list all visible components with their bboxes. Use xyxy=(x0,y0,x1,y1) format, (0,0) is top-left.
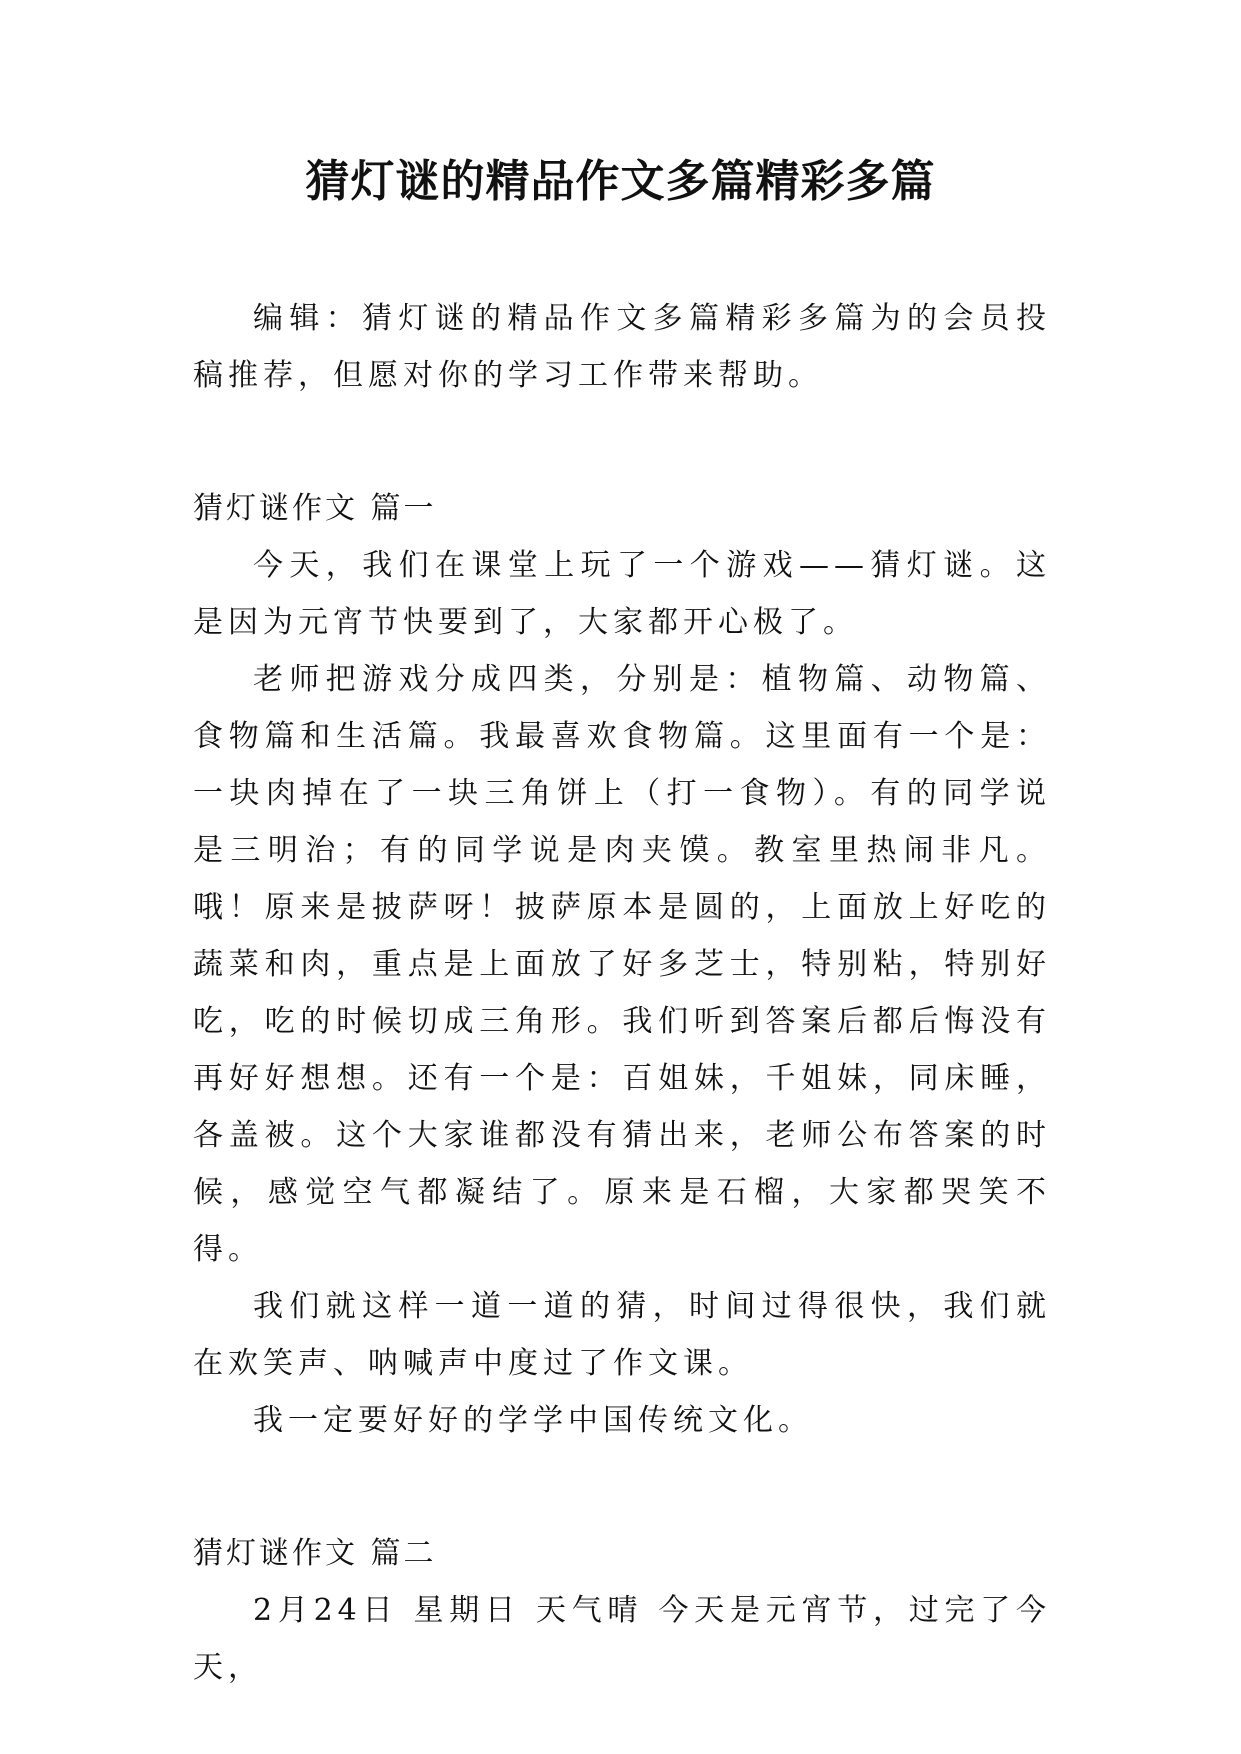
section-heading-2: 猜灯谜作文 篇二 xyxy=(193,1536,437,1571)
paragraph: 我们就这样一道一道的猜，时间过得很快，我们就在欢笑声、呐喊声中度过了作文课。 xyxy=(193,1289,1051,1381)
intro-paragraph: 编辑：猜灯谜的精品作文多篇精彩多篇为的会员投稿推荐，但愿对你的学习工作带来帮助。 xyxy=(193,301,1051,393)
paragraph: 我一定要好好的学学中国传统文化。 xyxy=(253,1403,813,1438)
paragraph: 2月24日 星期日 天气晴 今天是元宵节，过完了今天， xyxy=(193,1593,1051,1685)
section-heading-1: 猜灯谜作文 篇一 xyxy=(193,491,437,526)
spacer xyxy=(193,1449,1051,1525)
document-title: 猜灯谜的精品作文多篇精彩多篇 xyxy=(305,156,936,207)
spacer xyxy=(193,404,1051,480)
paragraph: 老师把游戏分成四类，分别是：植物篇、动物篇、食物篇和生活篇。我最喜欢食物篇。这里面有一个是：一块肉掉在了一块三角饼上（打一食物）。有的同学说是三明治；有的同学说是肉夹馍。教室里热闹非凡。哦！原来是披萨呀！披萨原本是圆的，上面放上好吃的蔬菜和肉，重点是上面放了好多芝士，特别粘，特别好吃，吃的时候切成三角形。我们听到答案后都后悔没有再好好想想。还有一个是：百姐妹，千姐妹，同床睡，各盖被。这个大家谁都没有猜出来，老师公布答案的时候，感觉空气都凝结了。原来是石榴，大家都哭笑不得。 xyxy=(193,662,1051,1267)
document-body xyxy=(193,290,1051,1696)
paragraph: 今天，我们在课堂上玩了一个游戏——猜灯谜。这是因为元宵节快要到了，大家都开心极了。 xyxy=(193,548,1051,640)
